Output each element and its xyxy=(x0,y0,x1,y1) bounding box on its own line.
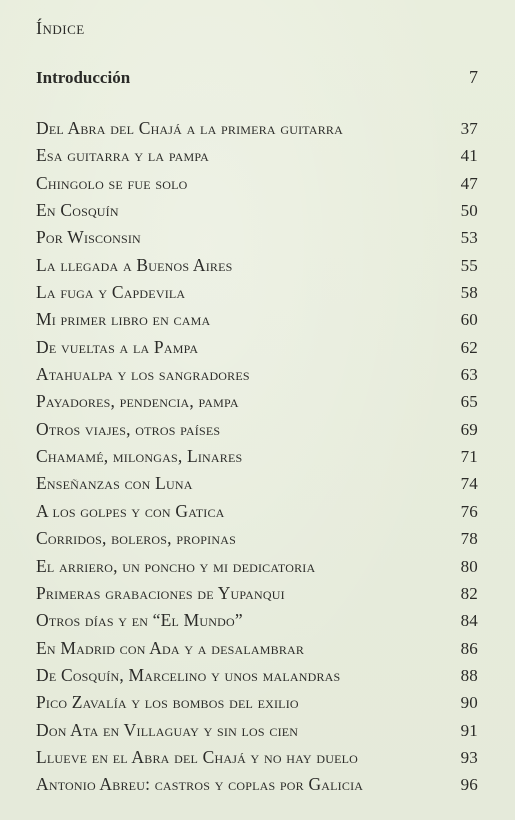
toc-entry-row xyxy=(36,200,478,227)
toc-entry-page: 63 xyxy=(460,365,478,385)
toc-entry-row xyxy=(36,118,478,145)
toc-entry-title: Don Ata en Villaguay y sin los cien xyxy=(36,719,299,740)
toc-entry-title: Del Abra del Chajá a la primera guitarra xyxy=(36,118,343,138)
toc-entry-page: 62 xyxy=(460,337,478,357)
toc-entry-page: 58 xyxy=(460,283,478,303)
toc-entry-row xyxy=(36,747,478,774)
toc-entry-page: 78 xyxy=(460,529,478,549)
toc-entry-title: El arriero, un poncho y mi dedicatoria xyxy=(36,555,316,576)
toc-entry-page: 86 xyxy=(460,638,478,658)
toc-entry-row xyxy=(36,227,478,254)
toc-entry-title: La llegada a Buenos Aires xyxy=(36,254,233,275)
toc-entry-page: 71 xyxy=(460,447,478,467)
toc-entry-title: En Madrid con Ada y a desalambrar xyxy=(36,637,305,658)
toc-entry-row xyxy=(36,720,478,747)
toc-entry-page: 93 xyxy=(460,747,478,767)
toc-entry-title: Corridos, boleros, propinas xyxy=(36,528,236,549)
toc-entry-page: 37 xyxy=(460,119,478,138)
toc-entry-page: 65 xyxy=(460,392,478,412)
toc-entry-row xyxy=(36,638,478,665)
toc-entry-row xyxy=(36,337,478,364)
toc-entry-row xyxy=(36,473,478,500)
toc-entry-title: Otros días y en “El Mundo” xyxy=(36,610,243,631)
toc-entry-row xyxy=(36,665,478,692)
toc-entry-page: 76 xyxy=(460,501,478,521)
toc-entry-page: 50 xyxy=(460,201,478,221)
toc-entry-title: Primeras grabaciones de Yupanqui xyxy=(36,582,285,603)
toc-entry-page: 60 xyxy=(460,310,478,330)
toc-entry-page: 88 xyxy=(460,665,478,685)
toc-entry-page: 74 xyxy=(460,474,478,494)
toc-entry-page: 47 xyxy=(460,173,478,193)
toc-entry-title: A los golpes y con Gatica xyxy=(36,500,225,521)
toc-entry-row xyxy=(36,173,478,200)
toc-entry-title: De Cosquín, Marcelino y unos malandras xyxy=(36,664,341,685)
toc-entry-row xyxy=(36,692,478,719)
toc-entry-page: 55 xyxy=(460,255,478,275)
toc-entry-row xyxy=(36,145,478,172)
toc-entry-title: En Cosquín xyxy=(36,200,119,221)
toc-entry-title: Antonio Abreu: castros y coplas por Galicia xyxy=(36,774,364,795)
toc-entry-page: 96 xyxy=(460,775,478,795)
toc-entry-title: Atahualpa y los sangradores xyxy=(36,364,250,385)
toc-introduction-row xyxy=(36,67,478,93)
toc-entry-page: 84 xyxy=(460,611,478,631)
toc-entry-title: Chamamé, milongas, Linares xyxy=(36,446,243,467)
toc-entry-row xyxy=(36,556,478,583)
toc-entry-page: 53 xyxy=(460,228,478,248)
toc-entry-page: 41 xyxy=(460,146,478,166)
toc-entry-page: 82 xyxy=(460,583,478,603)
toc-entry-title: Enseñanzas con Luna xyxy=(36,473,193,494)
toc-entry-page: 7 xyxy=(469,67,478,87)
toc-entry-page: 90 xyxy=(460,693,478,713)
toc-entry-title: Llueve en el Abra del Chajá y no hay duelo xyxy=(36,746,359,767)
toc-entry-title: Otros viajes, otros países xyxy=(36,418,221,439)
toc-entry-title: La fuga y Capdevila xyxy=(36,282,186,303)
toc-entry-title: Payadores, pendencia, pampa xyxy=(36,391,239,412)
toc-entry-row xyxy=(36,774,478,801)
toc-entry-title: Chingolo se fue solo xyxy=(36,172,188,193)
toc-entry-title: Mi primer libro en cama xyxy=(36,309,211,330)
toc-entry-row xyxy=(36,391,478,418)
toc-entry-row xyxy=(36,528,478,555)
toc-entry-title: Introducción xyxy=(36,68,131,87)
toc-entry-title: De vueltas a la Pampa xyxy=(36,336,199,357)
toc-entry-title: Pico Zavalía y los bombos del exilio xyxy=(36,692,299,713)
toc-entry-title: Esa guitarra y la pampa xyxy=(36,145,209,166)
toc-entry-row xyxy=(36,419,478,446)
table-of-contents xyxy=(36,118,478,802)
toc-entry-page: 69 xyxy=(460,419,478,439)
toc-entry-row xyxy=(36,446,478,473)
toc-entry-row xyxy=(36,364,478,391)
toc-entry-row xyxy=(36,501,478,528)
page-heading: Índice xyxy=(36,18,85,38)
toc-entry-row xyxy=(36,309,478,336)
toc-entry-row xyxy=(36,583,478,610)
toc-entry-row xyxy=(36,610,478,637)
toc-entry-page: 91 xyxy=(460,720,478,740)
toc-entry-row xyxy=(36,255,478,282)
toc-entry-title: Por Wisconsin xyxy=(36,227,141,248)
toc-entry-page: 80 xyxy=(460,556,478,576)
toc-entry-row xyxy=(36,282,478,309)
